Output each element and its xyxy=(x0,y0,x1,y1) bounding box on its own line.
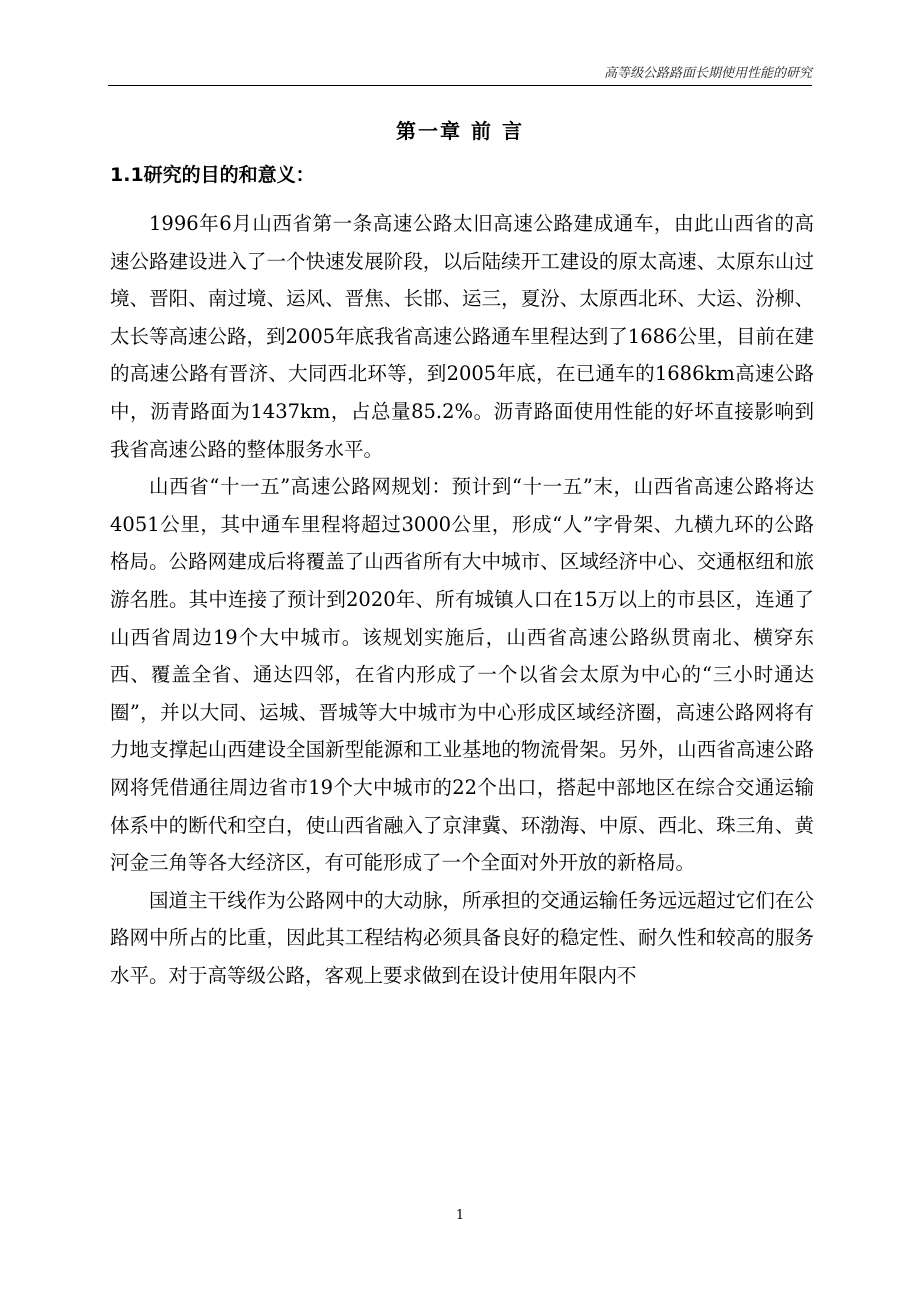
chapter-title: 第一章 前 言 xyxy=(396,119,524,143)
header-rule xyxy=(108,85,812,86)
paragraph-2: 山西省“十一五”高速公路网规划：预计到“十一五”末，山西省高速公路将达4051公里，其中通车里程将超过3000公里，形成“人”字骨架、九横九环的公路格局。公路网建成后将覆盖了山西省所有大中城市、区域经济中心、交通枢纽和旅游名胜。其中连接了预计到2020年、所有城镇人口在15万以上的市县区，连通了山西省周边19个大中城市。该规划实施后，山西省高速公路纵贯南北、横穿东西、覆盖全省、通达四邻，在省内形成了一个以省会太原为中心的“三小时通达圈”，并以大同、运城、晋城等大中城市为中心形成区域经济圈，高速公路网将有力地支撑起山西建设全国新型能源和工业基地的物流骨架。另外，山西省高速公路网将凭借通往周边省市19个大中城市的22个出口，搭起中部地区在综合交通运输体系中的断代和空白，使山西省融入了京津冀、环渤海、中原、西北、珠三角、黄河金三角等各大经济区，有可能形成了一个全面对外开放的新格局。 xyxy=(110,475,814,875)
paragraph-3: 国道主干线作为公路网中的大动脉，所承担的交通运输任务远远超过它们在公路网中所占的比重，因此其工程结构必须具备良好的稳定性、耐久性和较高的服务水平。对于高等级公路，客观上要求做到在设计使用年限内不 xyxy=(110,888,814,987)
paragraph-1: 1996年6月山西省第一条高速公路太旧高速公路建成通车，由此山西省的高速公路建设进入了一个快速发展阶段，以后陆续开工建设的原太高速、太原东山过境、晋阳、南过境、运风、晋焦、长邯、运三，夏汾、太原西北环、大运、汾柳、太长等高速公路，到2005年底我省高速公路通车里程达到了1686公里，目前在建的高速公路有晋济、大同西北环等，到2005年底，在已通车的1686km高速公路中，沥青路面为1437km，占总量85.2%。沥青路面使用性能的好坏直接影响到我省高速公路的整体服务水平。 xyxy=(110,212,814,461)
page-number: 1 xyxy=(455,1208,465,1223)
body-text xyxy=(110,205,814,994)
running-header-title: 高等级公路路面长期使用性能的研究 xyxy=(603,66,812,81)
section-heading: 1.1研究的目的和意义： xyxy=(110,164,315,186)
